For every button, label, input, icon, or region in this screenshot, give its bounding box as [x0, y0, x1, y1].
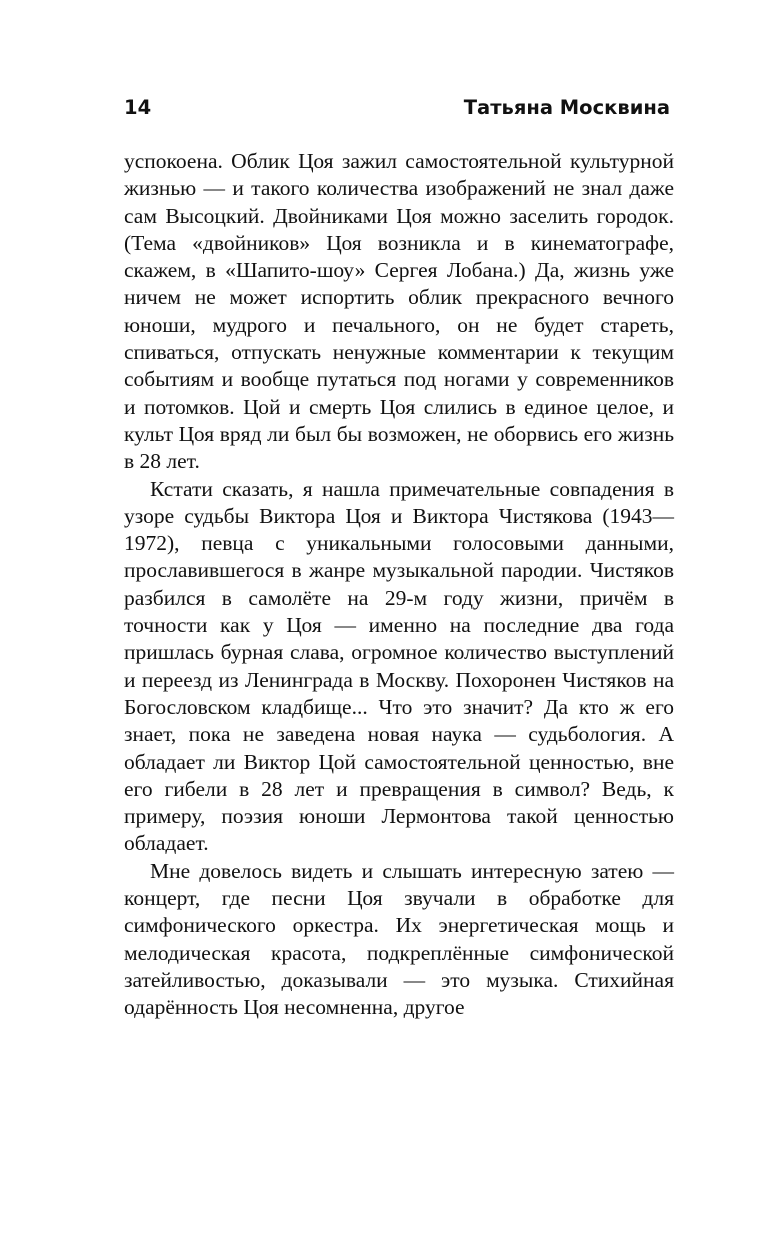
paragraph-1: успокоена. Облик Цоя зажил самостоятельной культурной жизнью — и такого количества изображений не знал даже сам Высоцкий. Двойниками Цоя можно заселить городок. (Тема «двойников» Цоя возникла и в кинематографе, скажем, в «Шапито-шоу» Сергея Лобана.) Да, жизнь уже ничем не может испортить облик прекрасного вечного юноши, мудрого и печального, он не будет стареть, спиваться, отпускать ненужные комментарии к текущим событиям и вообще путаться под ногами у современников и потомков. Цой и смерть Цоя слились в единое целое, и культ Цоя вряд ли был бы возможен, не оборвись его жизнь в 28 лет.: [124, 149, 674, 474]
body-text: [124, 148, 674, 1022]
page-number: 14: [124, 96, 152, 119]
paragraph-3: Мне довелось видеть и слышать интересную затею — концерт, где песни Цоя звучали в обработке для симфонического оркестра. Их энергетическая мощь и мелодическая красота, подкреплённые симфонической затейливостью, доказывали — это музыка. Стихийная одарённость Цоя несомненна, другое: [124, 858, 674, 1020]
paragraph-2: Кстати сказать, я нашла примечательные совпадения в узоре судьбы Виктора Цоя и Виктора Чистякова (1943—1972), певца с уникальными голосовыми данными, прославившегося в жанре музыкальной пародии. Чистяков разбился в самолёте на 29-м году жизни, причём в точности как у Цоя — именно на последние два года пришлась бурная слава, огромное количество выступлений и переезд из Ленинграда в Москву. Похоронен Чистяков на Богословском кладбище... Что это значит? Да кто ж его знает, пока не заведена новая наука — судьбология. А обладает ли Виктор Цой самостоятельной ценностью, вне его гибели в 28 лет и превращения в символ? Ведь, к примеру, поэзия юноши Лермонтова такой ценностью обладает.: [124, 476, 674, 856]
page-header: [124, 96, 670, 126]
running-title: Татьяна Москвина: [463, 96, 670, 119]
